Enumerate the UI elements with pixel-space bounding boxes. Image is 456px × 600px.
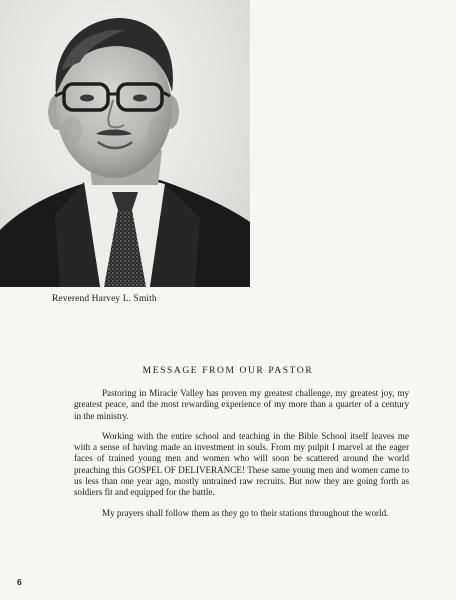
- message-title: MESSAGE FROM OUR PASTOR: [142, 366, 314, 376]
- portrait-illustration: [0, 0, 250, 287]
- paragraph-3: My prayers shall follow them as they go to their stations throughout the world.: [102, 507, 389, 518]
- message-body: [74, 388, 409, 528]
- paragraph-2: Working with the entire school and teaching in the Bible School itself leaves me with a sense of having made an investment in souls. From my pulpit I marvel at the eager faces of trained young men and women who will soon be scattered around the world preaching this GOSPEL OF DELIVERANCE! These same young men and women came to us less than one year ago, mostly untrained raw recruits. But now they are going forth as soldiers fit and equipped for the battle.: [74, 430, 409, 498]
- photo-caption: Reverend Harvey L. Smith: [52, 294, 157, 304]
- page-number: 6: [17, 577, 22, 587]
- pastor-portrait-photo: [0, 0, 250, 287]
- paragraph-1: Pastoring in Miracle Valley has proven my greatest challenge, my greatest joy, my greatest peace, and the most rewarding experience of my more than a quarter of a century in the ministry.: [74, 388, 409, 421]
